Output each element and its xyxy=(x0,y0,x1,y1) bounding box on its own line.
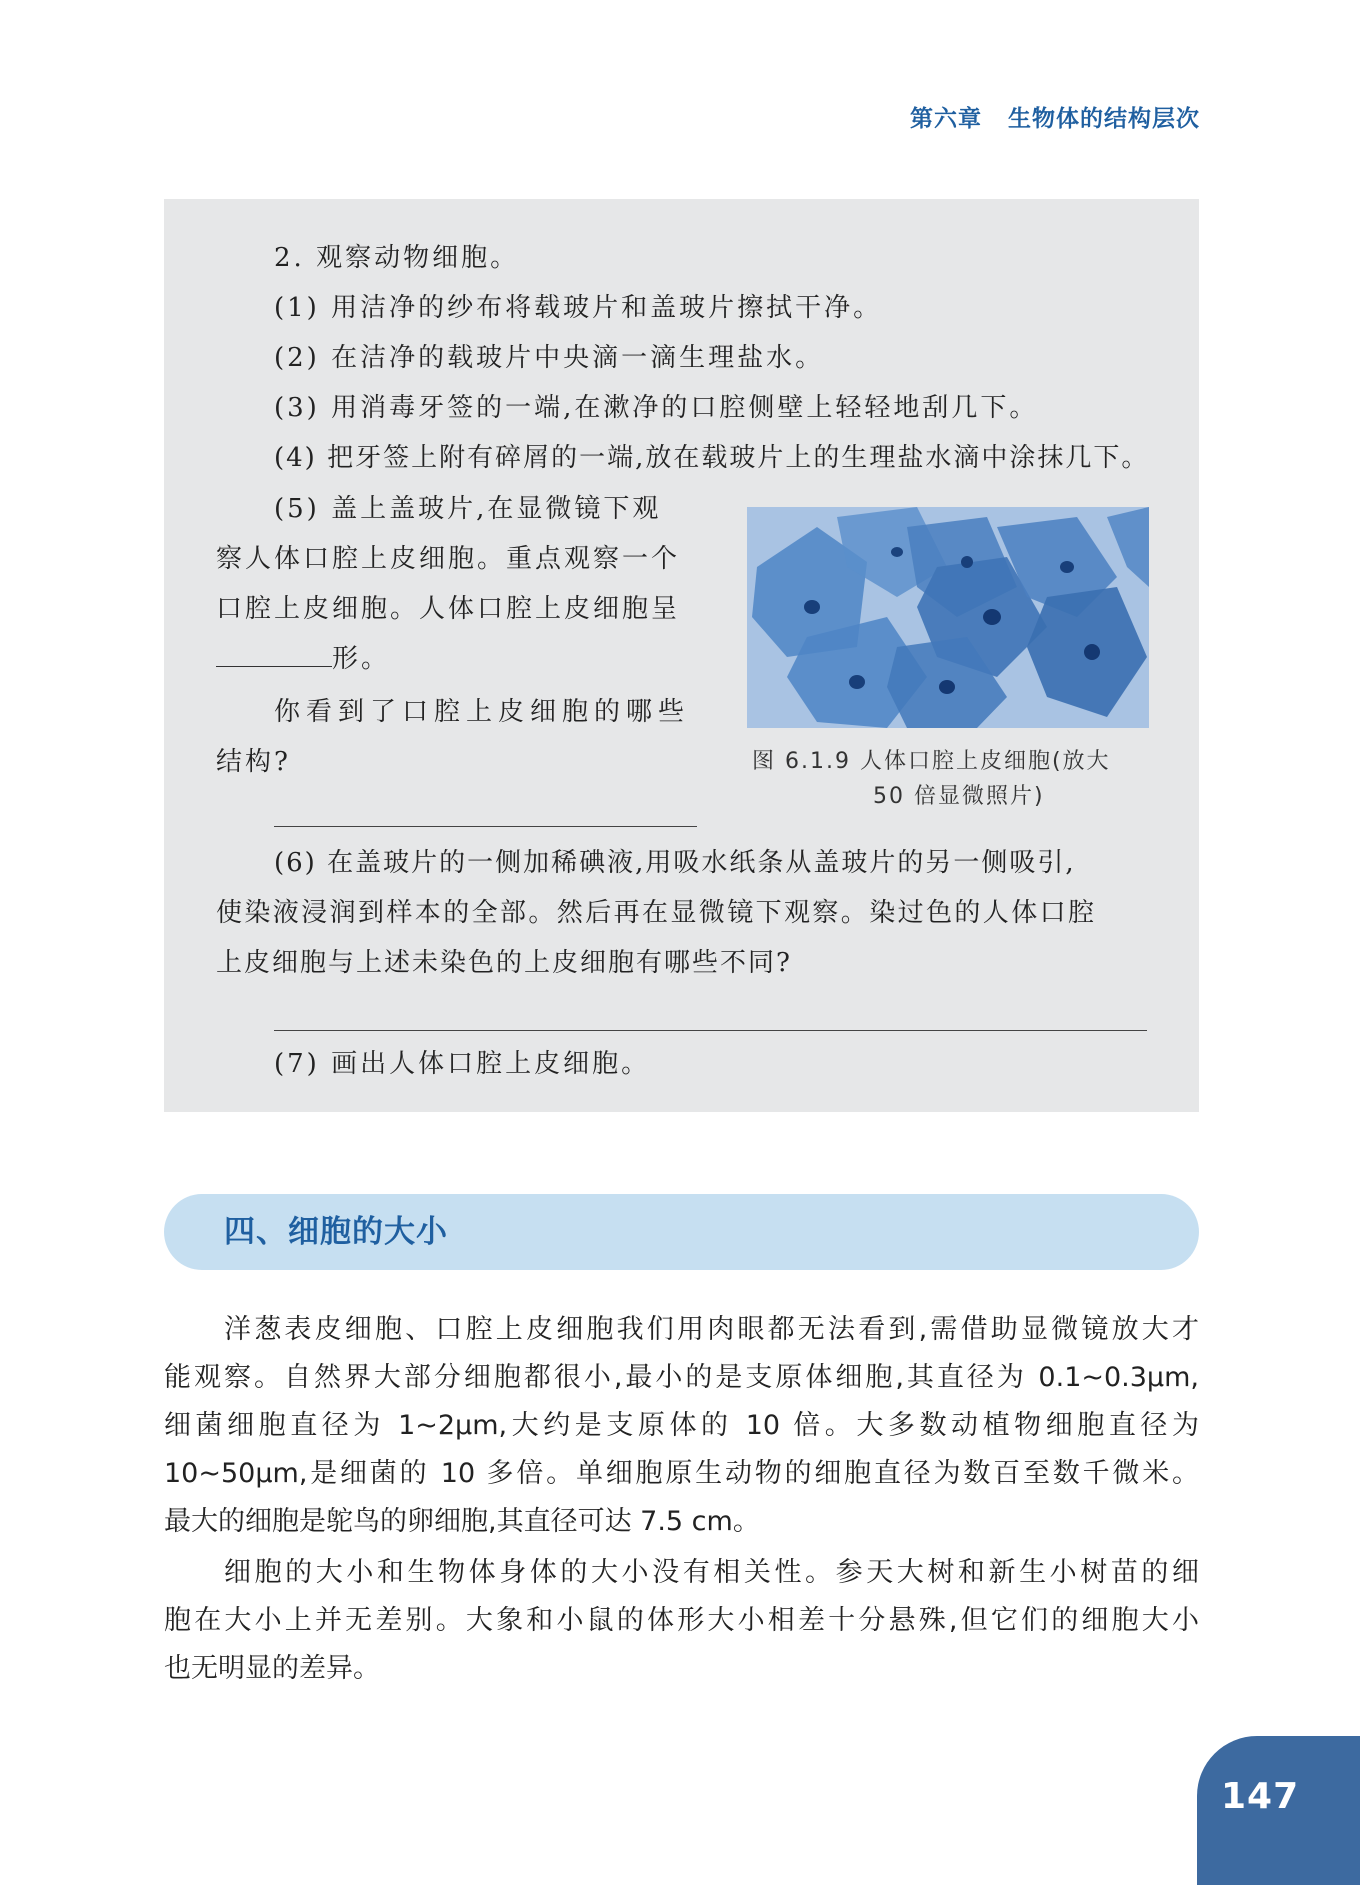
fill-in-blank xyxy=(216,642,332,667)
step-6-line-3: 上皮细胞与上述未染色的上皮细胞有哪些不同? xyxy=(216,948,792,978)
chapter-number: 第六章 xyxy=(910,106,982,132)
step-3: (3) 用消毒牙签的一端,在漱净的口腔侧壁上轻轻地刮几下。 xyxy=(274,393,1039,423)
section-title: 四、细胞的大小 xyxy=(224,1214,448,1250)
micrograph-image xyxy=(747,507,1149,728)
step-4: (4) 把牙签上附有碎屑的一端,放在载玻片上的生理盐水滴中涂抹几下。 xyxy=(274,443,1150,473)
page-number: 147 xyxy=(1221,1776,1300,1817)
step-5-question-line-1: 你看到了口腔上皮细胞的哪些 xyxy=(274,697,691,727)
paragraph-1-line-1: 洋葱表皮细胞、口腔上皮细胞我们用肉眼都无法看到,需借助显微镜放大才 xyxy=(224,1314,1199,1345)
step-6-line-2: 使染液浸润到样本的全部。然后再在显微镜下观察。染过色的人体口腔 xyxy=(216,898,1097,928)
step-5-question-line-2: 结构? xyxy=(216,747,291,777)
step-5-line-2: 察人体口腔上皮细胞。重点观察一个 xyxy=(216,544,681,574)
paragraph-1-line-4: 10~50μm,是细菌的 10 多倍。单细胞原生动物的细胞直径为数百至数千微米。 xyxy=(164,1458,1199,1489)
step-5-line-4 xyxy=(216,642,390,676)
paragraph-1-line-2: 能观察。自然界大部分细胞都很小,最小的是支原体细胞,其直径为 0.1~0.3μm, xyxy=(164,1362,1199,1393)
step-title: 2. 观察动物细胞。 xyxy=(274,243,520,273)
figure-caption-line-2: 50 倍显微照片) xyxy=(873,784,1045,809)
paragraph-1-line-5: 最大的细胞是鸵鸟的卵细胞,其直径可达 7.5 cm。 xyxy=(164,1506,760,1537)
answer-line-6 xyxy=(274,1030,1147,1031)
step-5-line-3: 口腔上皮细胞。人体口腔上皮细胞呈 xyxy=(216,594,681,624)
answer-line-5 xyxy=(274,826,697,827)
paragraph-2-line-2: 胞在大小上并无差别。大象和小鼠的体形大小相差十分悬殊,但它们的细胞大小 xyxy=(164,1605,1199,1636)
step-6-line-1: (6) 在盖玻片的一侧加稀碘液,用吸水纸条从盖玻片的另一侧吸引, xyxy=(274,848,1076,878)
figure-caption-line-1: 图 6.1.9 人体口腔上皮细胞(放大 xyxy=(752,749,1111,774)
chapter-header xyxy=(910,100,1200,133)
step-7: (7) 画出人体口腔上皮细胞。 xyxy=(274,1049,651,1079)
step-5-suffix: 形。 xyxy=(332,644,391,674)
chapter-title: 生物体的结构层次 xyxy=(1008,106,1200,132)
step-5-line-1: (5) 盖上盖玻片,在显微镜下观 xyxy=(274,494,662,524)
paragraph-1-line-3: 细菌细胞直径为 1~2μm,大约是支原体的 10 倍。大多数动植物细胞直径为 xyxy=(164,1410,1199,1441)
paragraph-2-line-3: 也无明显的差异。 xyxy=(164,1653,380,1684)
step-2: (2) 在洁净的载玻片中央滴一滴生理盐水。 xyxy=(274,343,825,373)
page-number-tab xyxy=(1197,1736,1360,1885)
paragraph-2-line-1: 细胞的大小和生物体身体的大小没有相关性。参天大树和新生小树苗的细 xyxy=(224,1557,1199,1588)
step-1: (1) 用洁净的纱布将载玻片和盖玻片擦拭干净。 xyxy=(274,293,883,323)
cheek-cell-micrograph xyxy=(747,507,1149,728)
section-heading-bar xyxy=(164,1194,1199,1270)
